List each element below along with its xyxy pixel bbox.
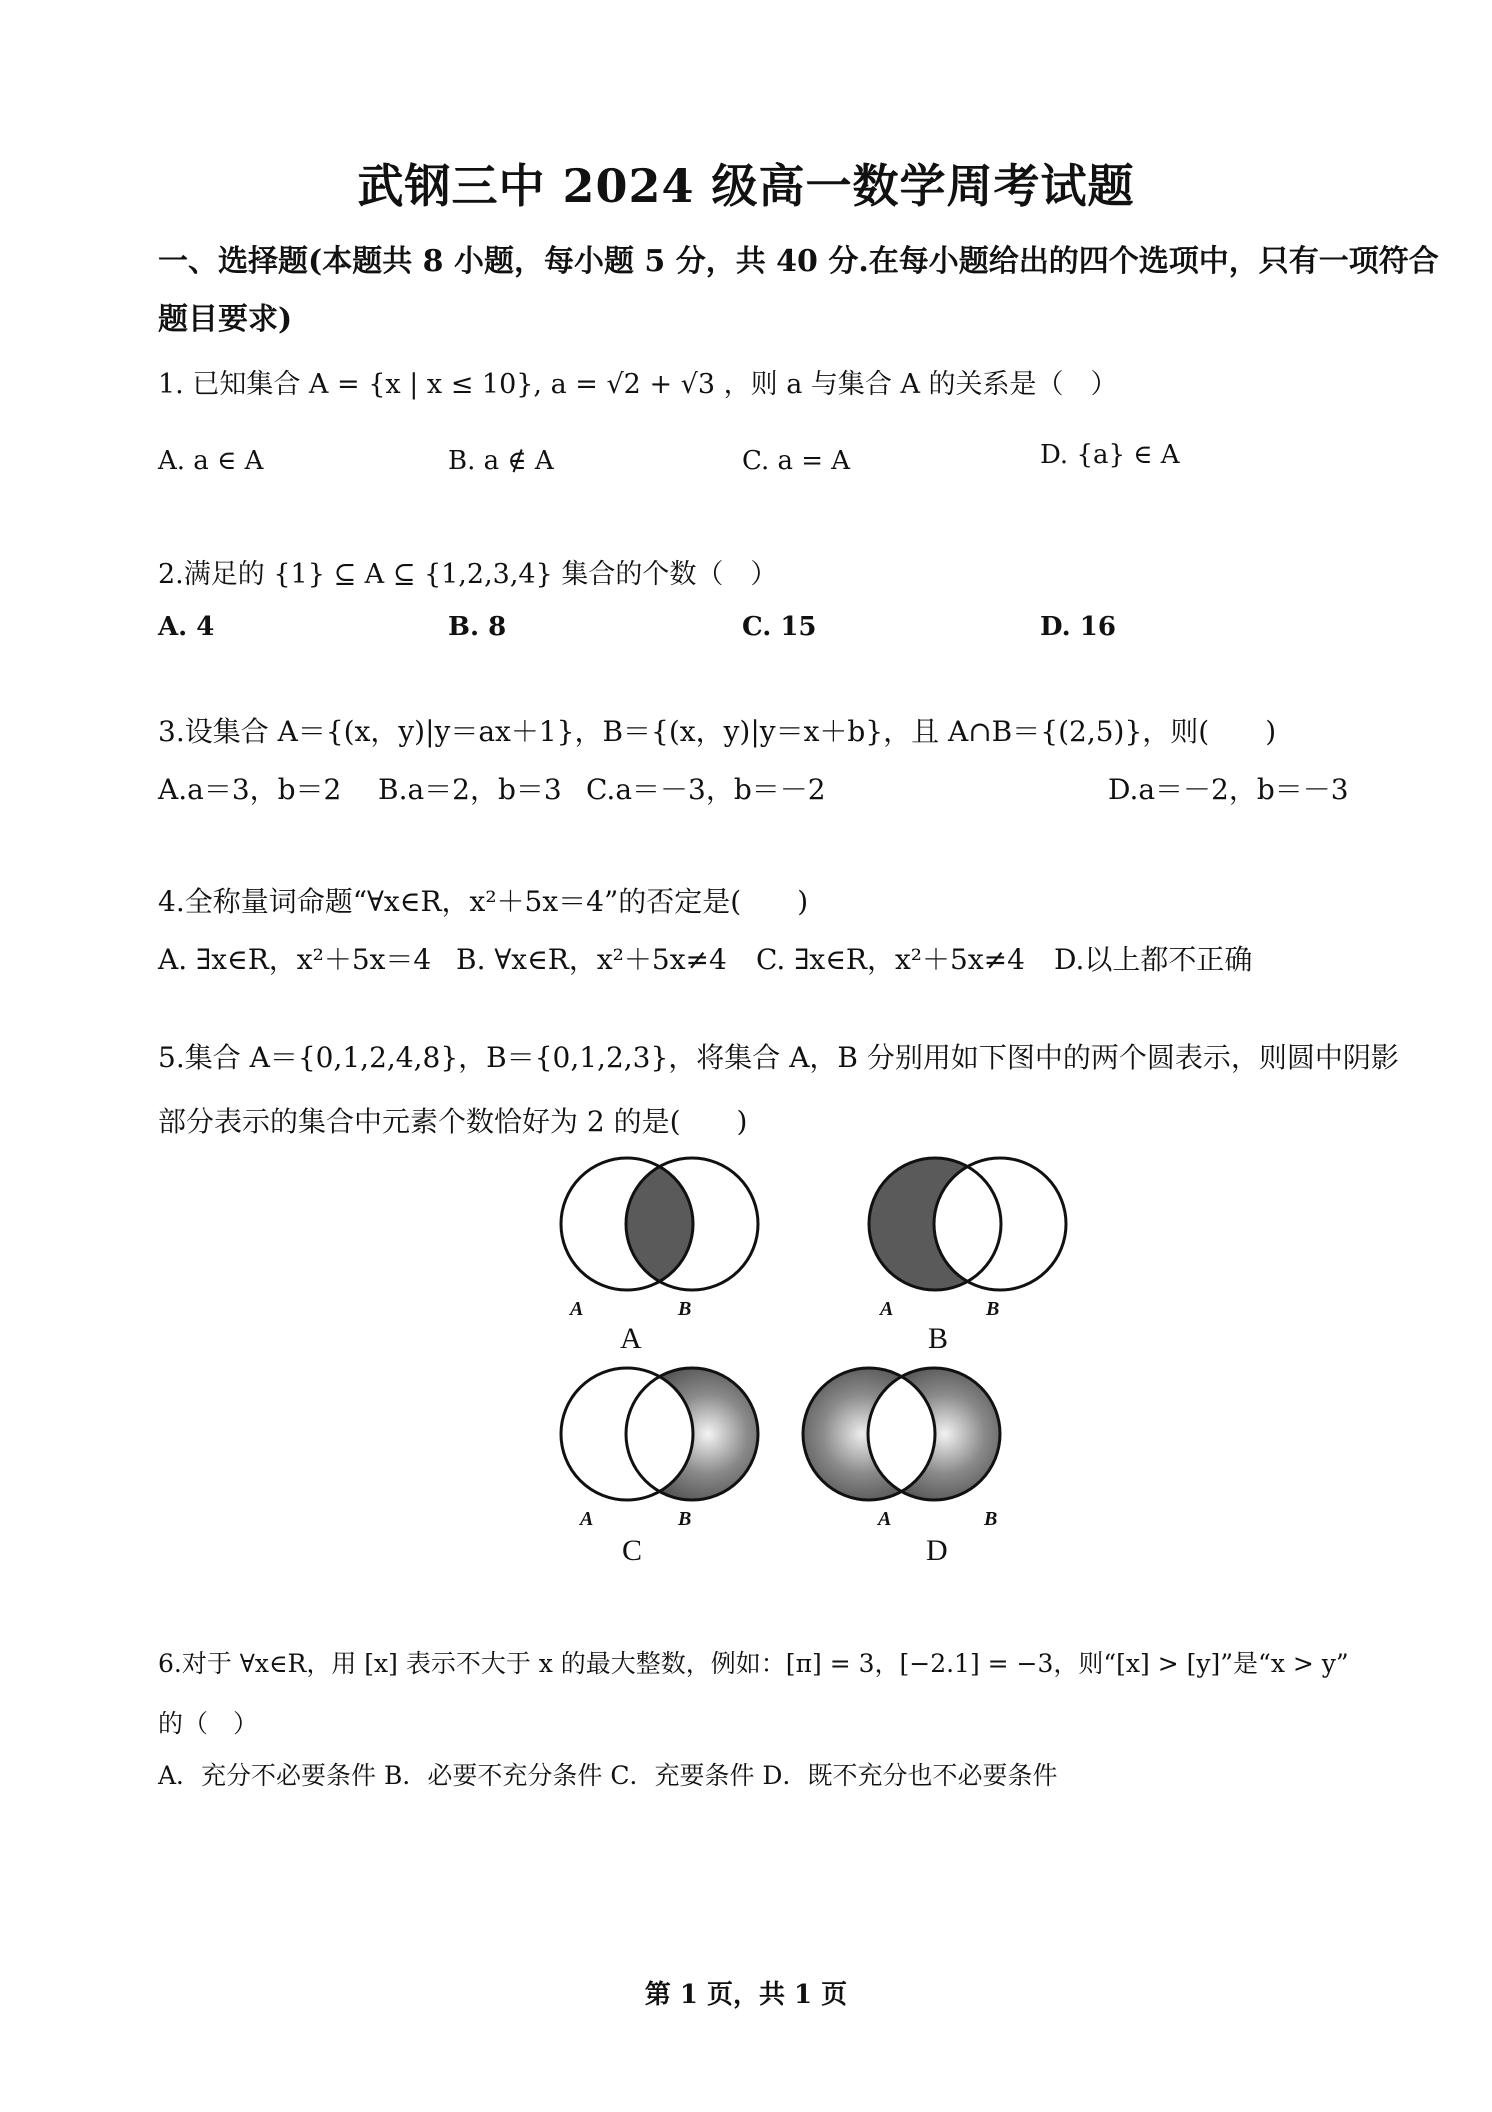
question-5-stem-line-2: 部分表示的集合中元素个数恰好为 2 的是( ) bbox=[158, 1105, 748, 1138]
question-4-option-b: B. ∀x∈R，x²＋5x≠4 bbox=[456, 943, 727, 976]
venn-c-letter: C bbox=[622, 1534, 643, 1567]
question-1-option-d: D. {a} ∈ A bbox=[1040, 440, 1180, 470]
question-5-stem-line-1: 5.集合 A＝{0,1,2,4,8}，B＝{0,1,2,3}，将集合 A，B 分别用如下图中的两个圆表示，则圆中阴影 bbox=[158, 1041, 1399, 1074]
venn-d-letter: D bbox=[926, 1534, 948, 1567]
question-3-option-c: C.a＝－3，b＝－2 bbox=[586, 773, 826, 806]
venn-b-letter: B bbox=[928, 1322, 949, 1355]
venn-d-label-circle-b: B bbox=[984, 1508, 998, 1530]
question-6-options: A．充分不必要条件 B．必要不充分条件 C．充要条件 D．既不充分也不必要条件 bbox=[158, 1761, 1058, 1790]
question-2-option-b: B. 8 bbox=[448, 612, 507, 642]
venn-b-label-circle-b: B bbox=[986, 1298, 1000, 1320]
venn-a-label-circle-b: B bbox=[678, 1298, 692, 1320]
venn-d-label-circle-a: A bbox=[878, 1508, 892, 1530]
venn-b-label-circle-a: A bbox=[880, 1298, 894, 1320]
page-footer: 第 1 页，共 1 页 bbox=[644, 1980, 848, 2010]
section-heading-line-1: 一、选择题(本题共 8 小题，每小题 5 分，共 40 分.在每小题给出的四个选项中，只有一项符合 bbox=[158, 244, 1439, 279]
question-1-option-b: B. a ∉ A bbox=[448, 446, 554, 476]
question-6-stem-line-2: 的（ ） bbox=[158, 1709, 259, 1738]
question-1-option-c: C. a = A bbox=[742, 446, 851, 476]
question-2-option-c: C. 15 bbox=[742, 612, 817, 642]
question-2-option-d: D. 16 bbox=[1040, 612, 1116, 642]
venn-a-label-circle-a: A bbox=[570, 1298, 584, 1320]
venn-c-label-circle-b: B bbox=[678, 1508, 692, 1530]
question-2-option-a: A. 4 bbox=[158, 612, 215, 642]
question-2-stem: 2.满足的 {1} ⊆ A ⊆ {1,2,3,4} 集合的个数（ ） bbox=[158, 559, 778, 590]
question-3-option-d: D.a＝－2，b＝－3 bbox=[1108, 773, 1349, 806]
venn-a-letter: A bbox=[620, 1322, 642, 1355]
venn-figure-b bbox=[869, 1158, 1066, 1290]
question-3-stem: 3.设集合 A＝{(x，y)|y＝ax＋1}，B＝{(x，y)|y＝x＋b}，且 A∩B＝{(2,5)}，则( ) bbox=[158, 715, 1277, 748]
page-title: 武钢三中 2024 级高一数学周考试题 bbox=[357, 159, 1135, 213]
question-1-option-a: A. a ∈ A bbox=[158, 446, 264, 476]
venn-figure-d bbox=[803, 1368, 1000, 1500]
question-4-option-d: D.以上都不正确 bbox=[1054, 943, 1253, 976]
question-3-option-b: B.a＝2，b＝3 bbox=[378, 773, 562, 806]
venn-figure-c bbox=[561, 1368, 758, 1500]
question-4-stem: 4.全称量词命题“∀x∈R，x²＋5x＝4”的否定是( ) bbox=[158, 885, 809, 918]
question-3-option-a: A.a＝3，b＝2 bbox=[158, 773, 342, 806]
question-4-option-a: A. ∃x∈R，x²＋5x＝4 bbox=[158, 943, 432, 976]
venn-c-label-circle-a: A bbox=[580, 1508, 594, 1530]
question-6-stem-line-1: 6.对于 ∀x∈R，用 [x] 表示不大于 x 的最大整数，例如：[π] = 3，[−2.1] = −3，则“[x] > [y]”是“x > y” bbox=[158, 1649, 1349, 1678]
venn-figure-a bbox=[561, 1158, 758, 1290]
question-4-option-c: C. ∃x∈R，x²＋5x≠4 bbox=[756, 943, 1025, 976]
question-1-stem: 1. 已知集合 A = {x | x ≤ 10}, a = √2 + √3 ，则 a 与集合 A 的关系是（ ） bbox=[158, 369, 1118, 400]
section-heading-line-2: 题目要求) bbox=[158, 302, 293, 337]
